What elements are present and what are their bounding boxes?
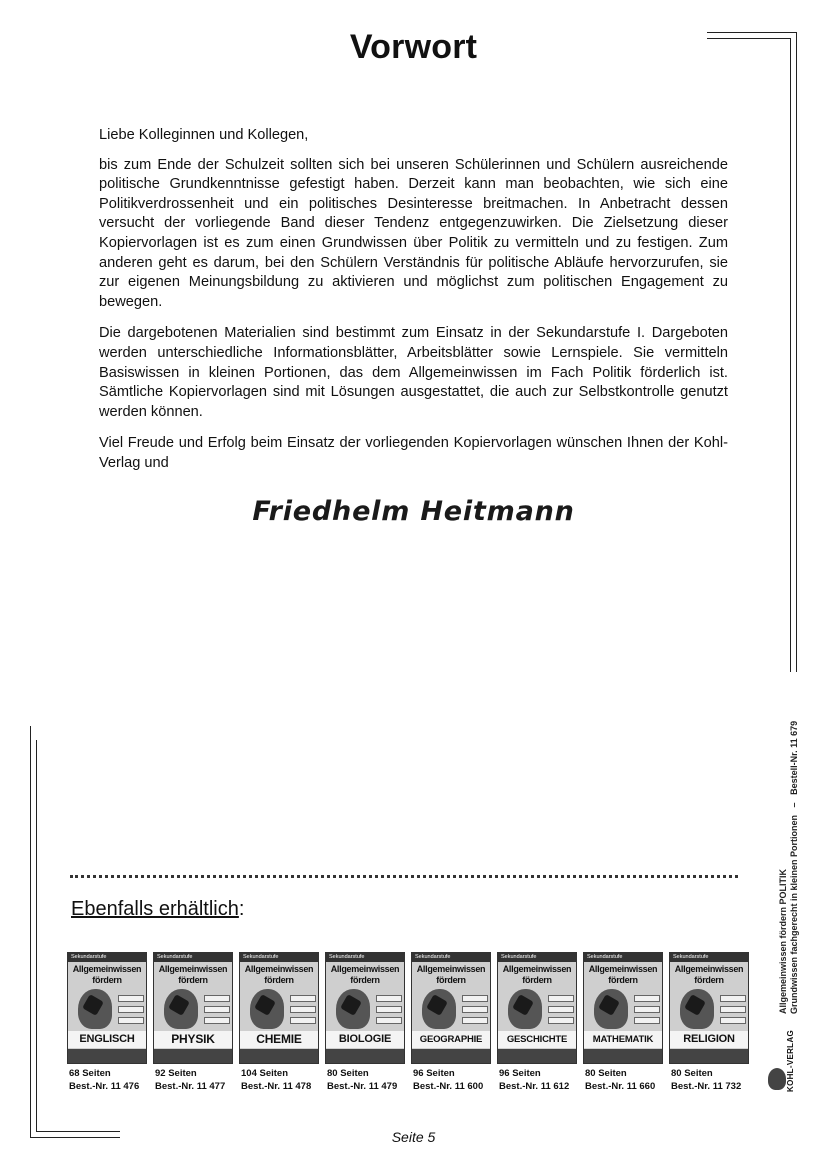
book-level: Sekundarstufe	[412, 953, 490, 962]
book-footer	[498, 1049, 576, 1063]
book-tag	[548, 1006, 574, 1013]
book-cover	[669, 952, 749, 1064]
book-level: Sekundarstufe	[498, 953, 576, 962]
book-order-number: Best.-Nr. 11 476	[69, 1080, 140, 1092]
book-order-number: Best.-Nr. 11 732	[671, 1080, 742, 1092]
preface-body	[99, 126, 728, 486]
book-cover	[153, 952, 233, 1064]
book-tag	[118, 1006, 144, 1013]
book-title: Allgemeinwissen fördern	[588, 964, 658, 985]
greeting: Liebe Kolleginnen und Kollegen,	[99, 127, 309, 143]
book-tag	[204, 1017, 230, 1024]
book-cover	[325, 952, 405, 1064]
book-level: Sekundarstufe	[240, 953, 318, 962]
book-info	[585, 1068, 675, 1093]
book-level: Sekundarstufe	[670, 953, 748, 962]
side-line-2: Grundwissen fachgerecht in kleinen Portionen – Bestell-Nr. 11 679	[789, 720, 799, 1014]
paragraph-closing: Viel Freude und Erfolg beim Einsatz der vorliegenden Kopiervorlagen wünschen Ihnen der Kohl-Verlag und	[99, 435, 728, 471]
paragraph-materials: Die dargebotenen Materialien sind bestimmt zum Einsatz in der Sekundarstufe I. Dargeboten werden unterschiedliche Informationsblätter, Arbeitsblätter sowie Lernspiele. Sie vermitteln Basiswissen in kleinen Portionen, das dem Allgemeinwissen im Fach Politik förderlich ist. Sämtliche Kopiervorlagen sind mit Lösungen ausgestattet, die auch zur Selbstkontrolle genutzt werden können.	[99, 325, 728, 420]
book-tag	[720, 1017, 746, 1024]
book-tag	[548, 995, 574, 1002]
book-footer	[240, 1049, 318, 1063]
book-pages: 68 Seiten	[69, 1068, 111, 1079]
book-info	[241, 1068, 331, 1093]
book-order-number: Best.-Nr. 11 477	[155, 1080, 226, 1092]
book-info	[499, 1068, 589, 1093]
page-title: Vorwort	[349, 28, 478, 66]
book-info	[69, 1068, 159, 1093]
book-tag	[290, 1006, 316, 1013]
book-pages: 80 Seiten	[327, 1068, 369, 1079]
book-title: Allgemeinwissen fördern	[502, 964, 572, 985]
book-footer	[326, 1049, 404, 1063]
book-tag	[376, 1017, 402, 1024]
book-title: Allgemeinwissen fördern	[244, 964, 314, 985]
book-title: Allgemeinwissen fördern	[330, 964, 400, 985]
frame-right-vertical	[796, 32, 797, 672]
book-subject: ENGLISCH	[68, 1031, 146, 1048]
page-number: Seite 5	[391, 1129, 436, 1145]
dotted-divider	[70, 875, 738, 878]
book-tag	[548, 1017, 574, 1024]
book-tag	[462, 1006, 488, 1013]
book-info	[327, 1068, 417, 1093]
book-footer	[584, 1049, 662, 1063]
book-tag	[204, 995, 230, 1002]
book-info	[155, 1068, 245, 1093]
book-level: Sekundarstufe	[154, 953, 232, 962]
book-pages: 104 Seiten	[241, 1068, 288, 1079]
book-tag	[634, 995, 660, 1002]
book-order-number: Best.-Nr. 11 479	[327, 1080, 398, 1092]
book-tag	[118, 1017, 144, 1024]
book-subject: GESCHICHTE	[498, 1031, 576, 1048]
book-pages: 92 Seiten	[155, 1068, 197, 1079]
frame-right-vertical-inner	[790, 38, 791, 672]
book-tag	[376, 1006, 402, 1013]
book-pages: 80 Seiten	[671, 1068, 713, 1079]
book-info	[413, 1068, 503, 1093]
book-tag	[118, 995, 144, 1002]
book-order-number: Best.-Nr. 11 600	[413, 1080, 484, 1092]
also-available-label: Ebenfalls erhältlich	[71, 898, 239, 920]
book-subject: MATHEMATIK	[584, 1031, 662, 1048]
book-info	[671, 1068, 761, 1093]
book-title: Allgemeinwissen fördern	[416, 964, 486, 985]
book-title: Allgemeinwissen fördern	[72, 964, 142, 985]
side-info-rotated	[778, 721, 800, 1014]
signature: Friedhelm Heitmann	[252, 496, 575, 527]
book-pages: 80 Seiten	[585, 1068, 627, 1079]
book-order-number: Best.-Nr. 11 660	[585, 1080, 656, 1092]
book-footer	[154, 1049, 232, 1063]
tree-icon	[768, 1068, 786, 1090]
book-tag	[376, 995, 402, 1002]
book-level: Sekundarstufe	[68, 953, 146, 962]
book-tag	[720, 1006, 746, 1013]
book-pages: 96 Seiten	[499, 1068, 541, 1079]
book-tag	[290, 1017, 316, 1024]
book-cover	[67, 952, 147, 1064]
book-subject: PHYSIK	[154, 1031, 232, 1048]
book-cover	[583, 952, 663, 1064]
book-tag	[462, 1017, 488, 1024]
book-subject: RELIGION	[670, 1031, 748, 1048]
book-cover	[411, 952, 491, 1064]
also-available-colon: :	[238, 898, 245, 920]
book-tag	[290, 995, 316, 1002]
book-subject: GEOGRAPHIE	[412, 1031, 490, 1048]
book-cover	[239, 952, 319, 1064]
book-footer	[68, 1049, 146, 1063]
book-level: Sekundarstufe	[584, 953, 662, 962]
book-tag	[634, 1017, 660, 1024]
book-level: Sekundarstufe	[326, 953, 404, 962]
frame-left-vertical	[30, 726, 31, 1138]
book-tag	[634, 1006, 660, 1013]
paragraph-intro: bis zum Ende der Schulzeit sollten sich bei unseren Schülerinnen und Schülern ausreichende politische Grundkenntnisse gefestigt haben. Derzeit kann man beobachten, wie sich eine Politikverdrossenheit und ein politisches Desinteresse breitmachen. In Anbetracht dessen versucht der vorliegende Band dieser Tendenz entgegenzuwirken. Die Zielsetzung dieser Kopiervorlagen ist es zum einen Grundwissen über Politik zu vermitteln und zu festigen. Zum anderen geht es darum, bei den Schülern Verständnis für politische Abläufe hervorzurufen, sie zur eigenen Meinungsbildung zu aktivieren und möglichst zum politischen Engagement zu bewegen.	[99, 156, 728, 310]
book-footer	[412, 1049, 490, 1063]
also-available-heading	[71, 898, 244, 921]
book-footer	[670, 1049, 748, 1063]
book-pages: 96 Seiten	[413, 1068, 455, 1079]
book-subject: BIOLOGIE	[326, 1031, 404, 1048]
book-title: Allgemeinwissen fördern	[158, 964, 228, 985]
publisher-logo	[766, 1024, 800, 1094]
publisher-logo-text: KOHL-VERLAG	[786, 1030, 795, 1092]
book-tag	[462, 995, 488, 1002]
book-tag	[720, 995, 746, 1002]
frame-left-vertical-inner	[36, 740, 37, 1132]
book-order-number: Best.-Nr. 11 612	[499, 1080, 570, 1092]
book-tag	[204, 1006, 230, 1013]
book-cover	[497, 952, 577, 1064]
book-title: Allgemeinwissen fördern	[674, 964, 744, 985]
book-subject: CHEMIE	[240, 1031, 318, 1048]
side-line-1: Allgemeinwissen fördern POLITIK	[778, 868, 788, 1014]
book-order-number: Best.-Nr. 11 478	[241, 1080, 312, 1092]
